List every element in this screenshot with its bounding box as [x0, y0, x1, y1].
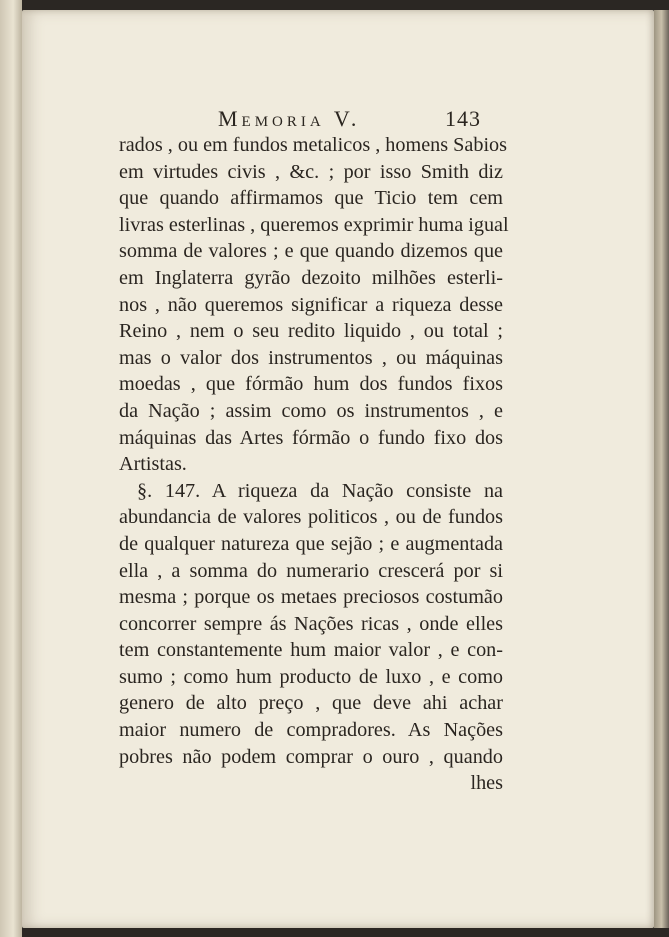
running-title: Memoria V. [218, 106, 361, 131]
text-line: livras esterlinas , queremos exprimir huma igual [119, 213, 509, 236]
right-page-edge [654, 10, 669, 928]
text-line: que quando affirmamos que Ticio tem cem [119, 187, 503, 210]
text-line: em virtudes civis , &c. ; por isso Smith diz [119, 160, 503, 183]
text-line: Reino , nem o seu redito liquido , ou total ; [119, 320, 503, 343]
text-line: concorrer sempre ás Nações ricas , onde elles [119, 612, 503, 635]
text-line: rados , ou em fundos metalicos , homens Sabios [119, 134, 507, 156]
text-line: somma de valores ; e que quando dizemos que [119, 240, 503, 263]
text-line: sumo ; como hum producto de luxo , e como [119, 665, 503, 688]
text-line: nos , não queremos significar a riqueza desse [119, 293, 503, 316]
text-line: máquinas das Artes fórmão o fundo fixo dos [119, 426, 503, 449]
left-page-edge [0, 0, 22, 937]
text-line: maior numero de compradores. As Nações [119, 719, 503, 742]
body-text [119, 132, 509, 797]
text-line: ella , a somma do numerario crescerá por si [119, 559, 503, 582]
text-line: mas o valor dos instrumentos , ou máquinas [119, 346, 503, 369]
text-line: da Nação ; assim como os instrumentos , e [119, 399, 503, 422]
section-147-start: §. 147. A riqueza da Nação consiste na [137, 479, 503, 502]
text-line: em Inglaterra gyrão dezoito milhões esterli- [119, 266, 503, 289]
text-line: pobres não podem comprar o ouro , quando [119, 745, 503, 768]
book-page [22, 10, 654, 928]
page-number: 143 [445, 106, 481, 131]
text-line: mesma ; porque os metaes preciosos costumão [119, 586, 503, 609]
text-line: genero de alto preço , que deve ahi achar [119, 692, 503, 715]
text-line: abundancia de valores politicos , ou de fundos [119, 506, 503, 529]
text-line: moedas , que fórmão hum dos fundos fixos [119, 373, 503, 396]
text-line: tem constantemente hum maior valor , e con- [119, 639, 503, 662]
catchword: lhes [470, 772, 503, 795]
text-line: de qualquer natureza que sejão ; e augmentada [119, 532, 503, 555]
text-line: Artistas. [119, 453, 187, 476]
